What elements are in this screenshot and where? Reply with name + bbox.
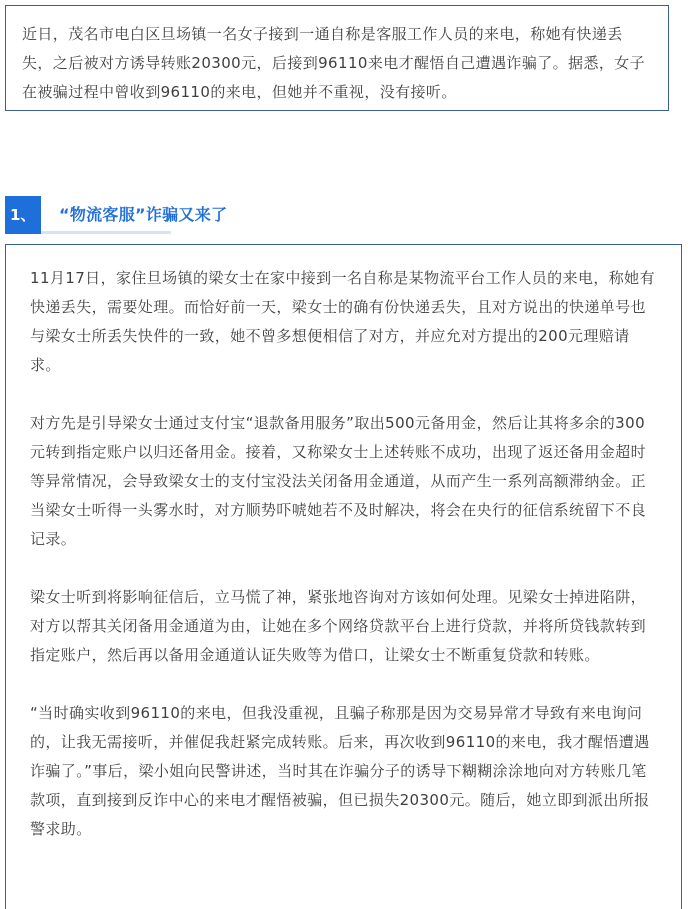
intro-box: [5, 5, 669, 111]
paragraph-1: 11月17日，家住旦场镇的梁女士在家中接到一名自称是某物流平台工作人员的来电，称她有快递丢失，需要处理。而恰好前一天，梁女士的确有份快递丢失，且对方说出的快递单号也与梁女士所丢失快件的一致，她不曾多想便相信了对方，并应允对方提出的200元理赔请求。: [30, 269, 655, 374]
intro-text: 近日，茂名市电白区旦场镇一名女子接到一通自称是客服工作人员的来电，称她有快递丢失，之后被对方诱导转账20300元，后接到96110来电才醒悟自己遭遇诈骗了。据悉，女子在被骗过程中曾收到96110的来电，但她并不重视，没有接听。: [22, 25, 646, 101]
paragraph-3: 梁女士听到将影响征信后，立马慌了神，紧张地咨询对方该如何处理。见梁女士掉进陷阱，对方以帮其关闭备用金通道为由，让她在多个网络贷款平台上进行贷款，并将所贷钱款转到指定账户，然后再以备用金通道认证失败等为借口，让梁女士不断重复贷款和转账。: [30, 588, 647, 664]
paragraph-4: “当时确实收到96110的来电，但我没重视，且骗子称那是因为交易异常才导致有来电询问的，让我无需接听，并催促我赶紧完成转账。后来，再次收到96110的来电，我才醒悟遭遇诈骗了。”事后，梁小姐向民警讲述，当时其在诈骗分子的诱导下糊糊涂涂地向对方转账几笔款项，直到接到反诈中心的来电才醒悟被骗，但已损失20300元。随后，她立即到派出所报警求助。: [30, 704, 650, 838]
article-body: [5, 244, 682, 909]
section-underline: [41, 231, 171, 234]
section-title: “物流客服”诈骗又来了: [59, 205, 228, 224]
section-number: 1、: [5, 196, 41, 234]
section-heading: [5, 196, 405, 234]
paragraph-2: 对方先是引导梁女士通过支付宝“退款备用服务”取出500元备用金，然后让其将多余的300元转到指定账户以归还备用金。接着，又称梁女士上述转账不成功，出现了返还备用金超时等异常情况，会导致梁女士的支付宝没法关闭备用金通道，从而产生一系列高额滞纳金。正当梁女士听得一头雾水时，对方顺势吓唬她若不及时解决，将会在央行的征信系统留下不良记录。: [30, 414, 647, 548]
